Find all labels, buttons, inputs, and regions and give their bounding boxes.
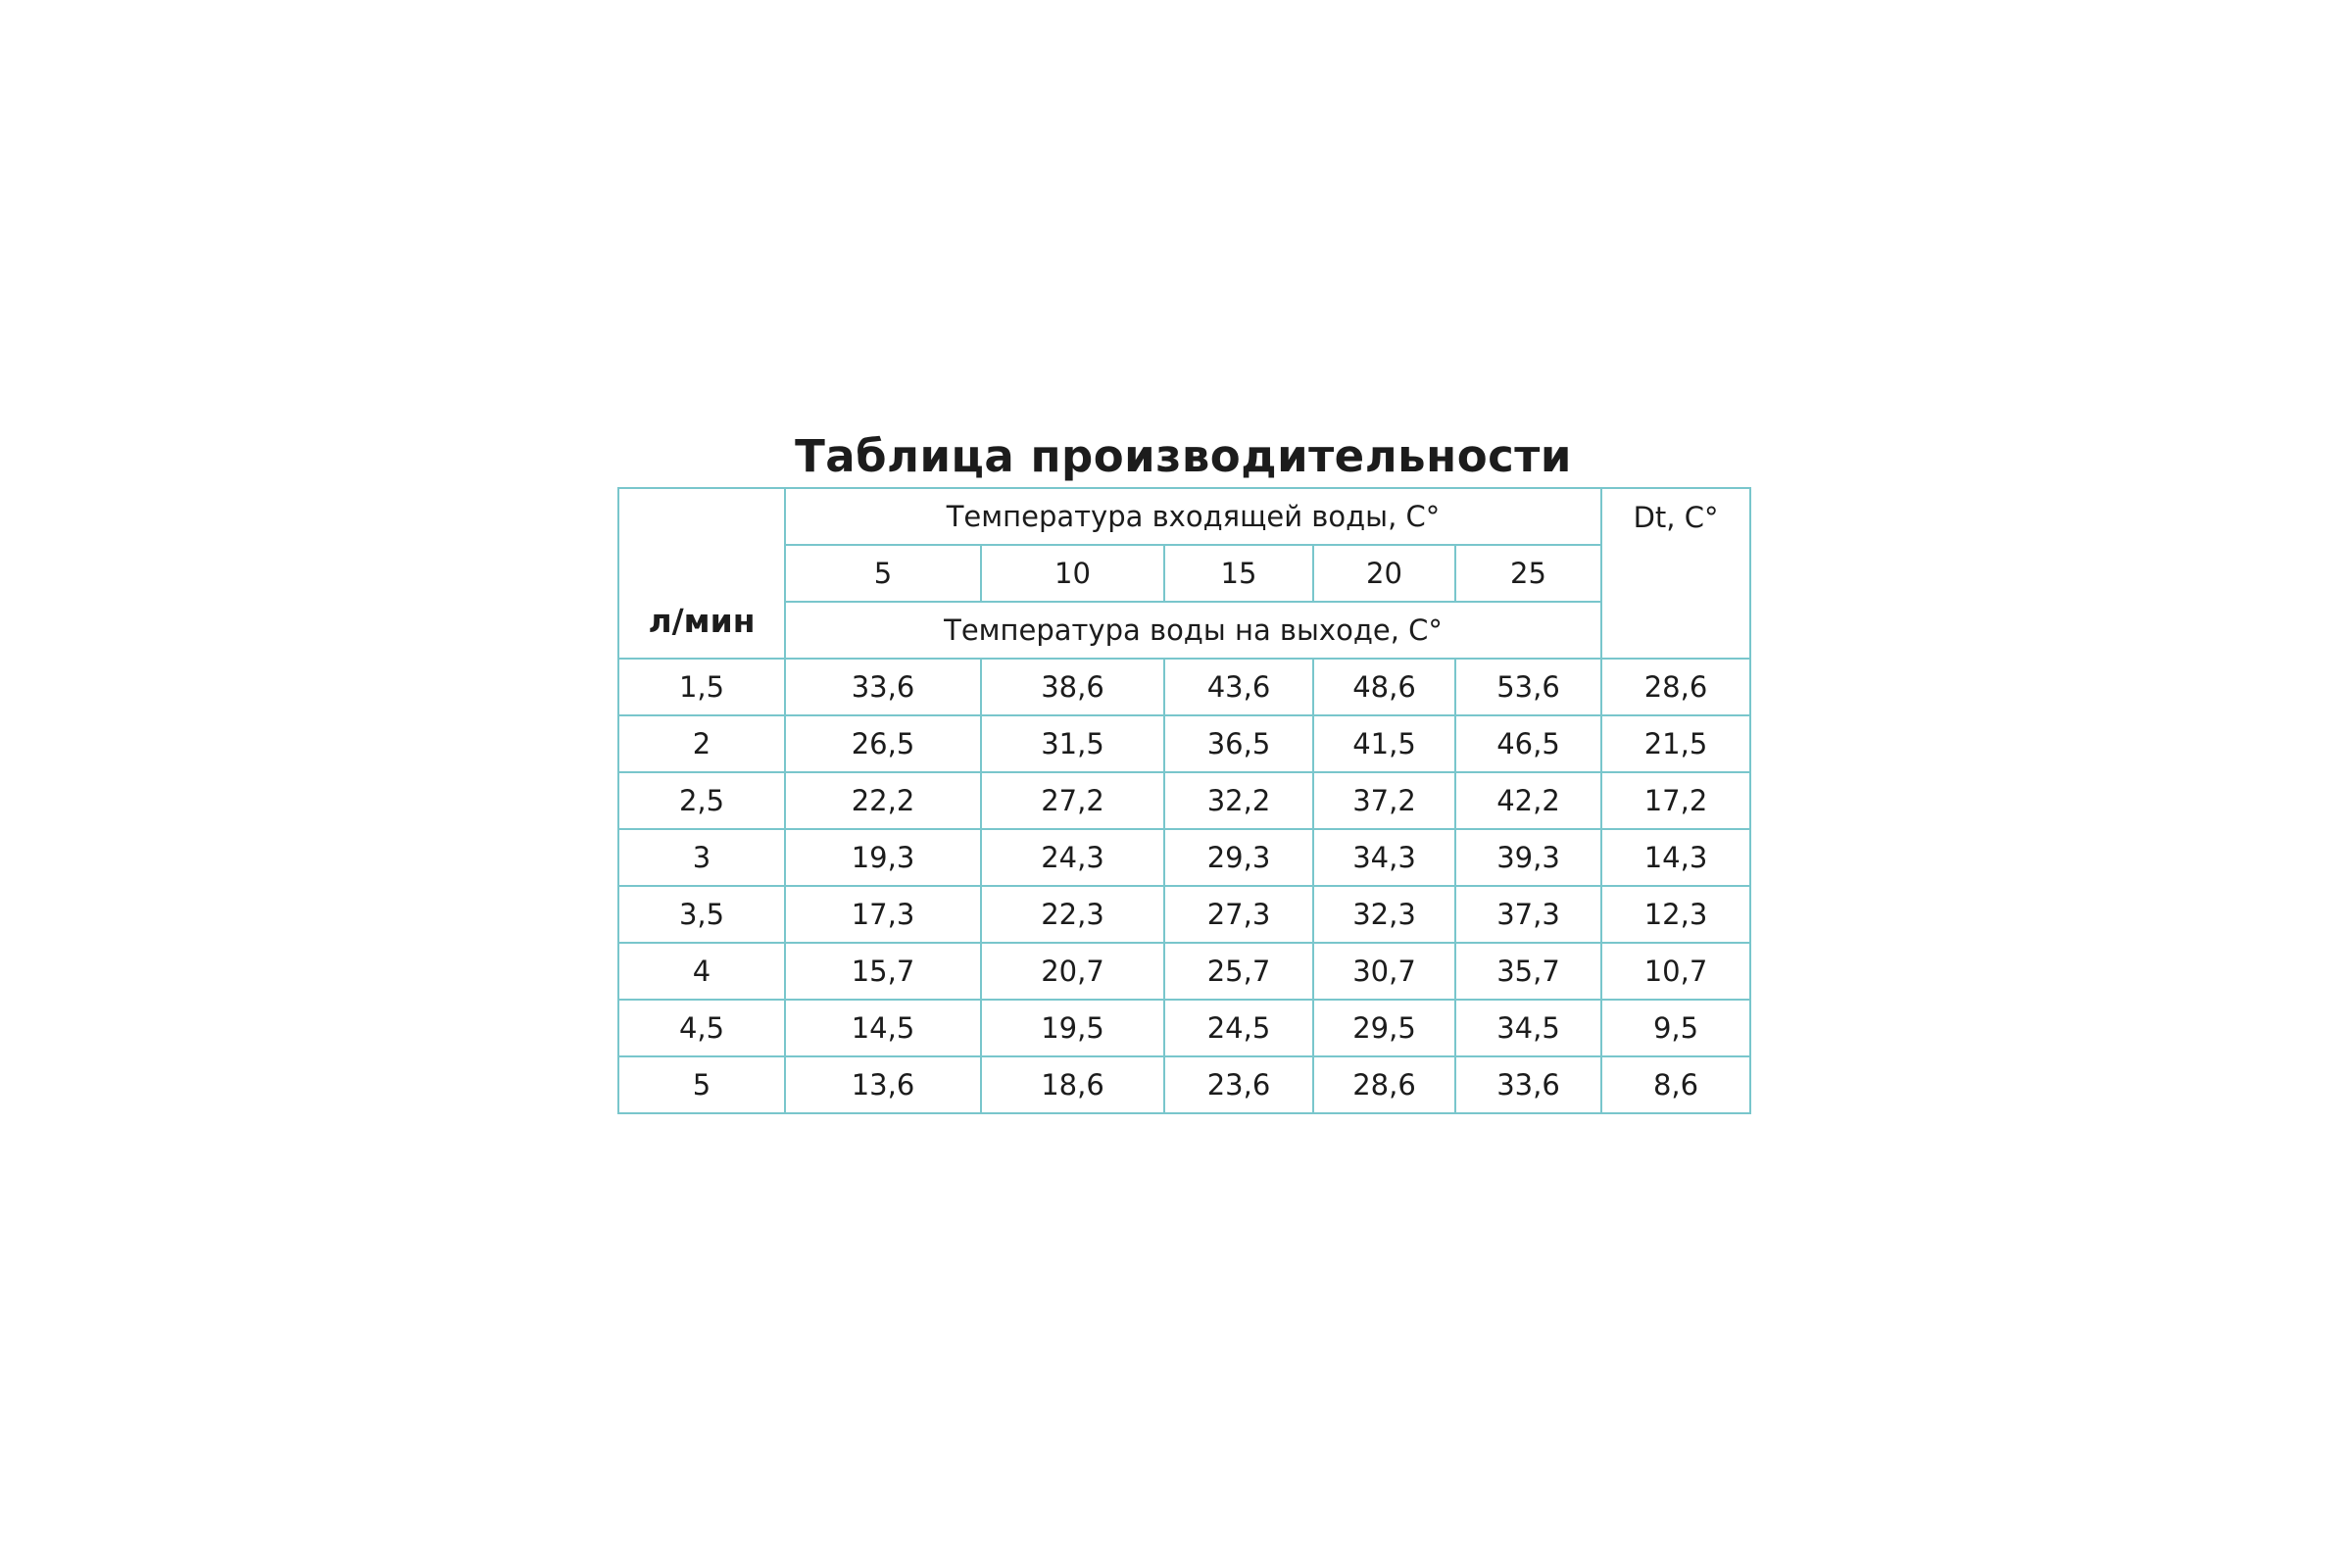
inlet-temp-cell: 5 [785, 545, 981, 602]
outlet-temp-cell: 24,3 [981, 829, 1164, 886]
outlet-temp-cell: 34,5 [1455, 1000, 1601, 1056]
flow-rate-cell: 4 [618, 943, 785, 1000]
outlet-temp-cell: 22,3 [981, 886, 1164, 943]
dt-cell: 8,6 [1601, 1056, 1750, 1113]
inlet-temperature-header: Температура входящей воды, С° [785, 488, 1601, 545]
outlet-temp-cell: 37,3 [1455, 886, 1601, 943]
outlet-temp-cell: 33,6 [785, 659, 981, 715]
outlet-temp-cell: 22,2 [785, 772, 981, 829]
table-row [618, 1000, 1750, 1056]
dt-cell: 21,5 [1601, 715, 1750, 772]
flow-rate-cell: 4,5 [618, 1000, 785, 1056]
outlet-temp-cell: 38,6 [981, 659, 1164, 715]
outlet-temp-cell: 43,6 [1164, 659, 1313, 715]
outlet-temp-cell: 34,3 [1313, 829, 1455, 886]
dt-cell: 17,2 [1601, 772, 1750, 829]
outlet-temp-cell: 19,3 [785, 829, 981, 886]
outlet-temp-cell: 24,5 [1164, 1000, 1313, 1056]
outlet-temp-cell: 37,2 [1313, 772, 1455, 829]
header-row-inlet-temps [618, 545, 1750, 602]
header-row-inlet [618, 488, 1750, 545]
table-body [618, 488, 1750, 1113]
inlet-temp-cell: 20 [1313, 545, 1455, 602]
table-title: Таблица производительности [795, 430, 1572, 482]
dt-cell: 9,5 [1601, 1000, 1750, 1056]
dt-cell: 12,3 [1601, 886, 1750, 943]
table-row [618, 943, 1750, 1000]
table-row [618, 715, 1750, 772]
inlet-temp-cell: 25 [1455, 545, 1601, 602]
outlet-temp-cell: 27,3 [1164, 886, 1313, 943]
header-row-outlet [618, 602, 1750, 659]
table-row [618, 829, 1750, 886]
outlet-temp-cell: 27,2 [981, 772, 1164, 829]
outlet-temp-cell: 23,6 [1164, 1056, 1313, 1113]
inlet-temp-cell: 15 [1164, 545, 1313, 602]
performance-table [617, 487, 1751, 1114]
outlet-temp-cell: 39,3 [1455, 829, 1601, 886]
outlet-temp-cell: 14,5 [785, 1000, 981, 1056]
outlet-temp-cell: 32,2 [1164, 772, 1313, 829]
outlet-temp-cell: 25,7 [1164, 943, 1313, 1000]
dt-cell: 28,6 [1601, 659, 1750, 715]
outlet-temp-cell: 17,3 [785, 886, 981, 943]
dt-cell: 10,7 [1601, 943, 1750, 1000]
table-row [618, 1056, 1750, 1113]
flow-rate-cell: 1,5 [618, 659, 785, 715]
flow-rate-cell: 3,5 [618, 886, 785, 943]
outlet-temp-cell: 13,6 [785, 1056, 981, 1113]
outlet-temp-cell: 31,5 [981, 715, 1164, 772]
flow-unit-header: л/мин [618, 488, 785, 659]
outlet-temp-cell: 48,6 [1313, 659, 1455, 715]
outlet-temp-cell: 33,6 [1455, 1056, 1601, 1113]
dt-cell: 14,3 [1601, 829, 1750, 886]
outlet-temp-cell: 42,2 [1455, 772, 1601, 829]
outlet-temp-cell: 18,6 [981, 1056, 1164, 1113]
outlet-temp-cell: 36,5 [1164, 715, 1313, 772]
performance-table-document [617, 426, 1749, 1114]
inlet-temp-cell: 10 [981, 545, 1164, 602]
outlet-temperature-header: Температура воды на выходе, С° [785, 602, 1601, 659]
flow-rate-cell: 5 [618, 1056, 785, 1113]
dt-header: Dt, С° [1601, 488, 1750, 659]
table-row [618, 659, 1750, 715]
table-row [618, 886, 1750, 943]
outlet-temp-cell: 32,3 [1313, 886, 1455, 943]
outlet-temp-cell: 29,5 [1313, 1000, 1455, 1056]
outlet-temp-cell: 41,5 [1313, 715, 1455, 772]
outlet-temp-cell: 19,5 [981, 1000, 1164, 1056]
flow-rate-cell: 2 [618, 715, 785, 772]
outlet-temp-cell: 53,6 [1455, 659, 1601, 715]
outlet-temp-cell: 20,7 [981, 943, 1164, 1000]
outlet-temp-cell: 15,7 [785, 943, 981, 1000]
outlet-temp-cell: 35,7 [1455, 943, 1601, 1000]
outlet-temp-cell: 46,5 [1455, 715, 1601, 772]
table-row [618, 772, 1750, 829]
outlet-temp-cell: 29,3 [1164, 829, 1313, 886]
outlet-temp-cell: 30,7 [1313, 943, 1455, 1000]
flow-rate-cell: 2,5 [618, 772, 785, 829]
flow-rate-cell: 3 [618, 829, 785, 886]
outlet-temp-cell: 28,6 [1313, 1056, 1455, 1113]
outlet-temp-cell: 26,5 [785, 715, 981, 772]
